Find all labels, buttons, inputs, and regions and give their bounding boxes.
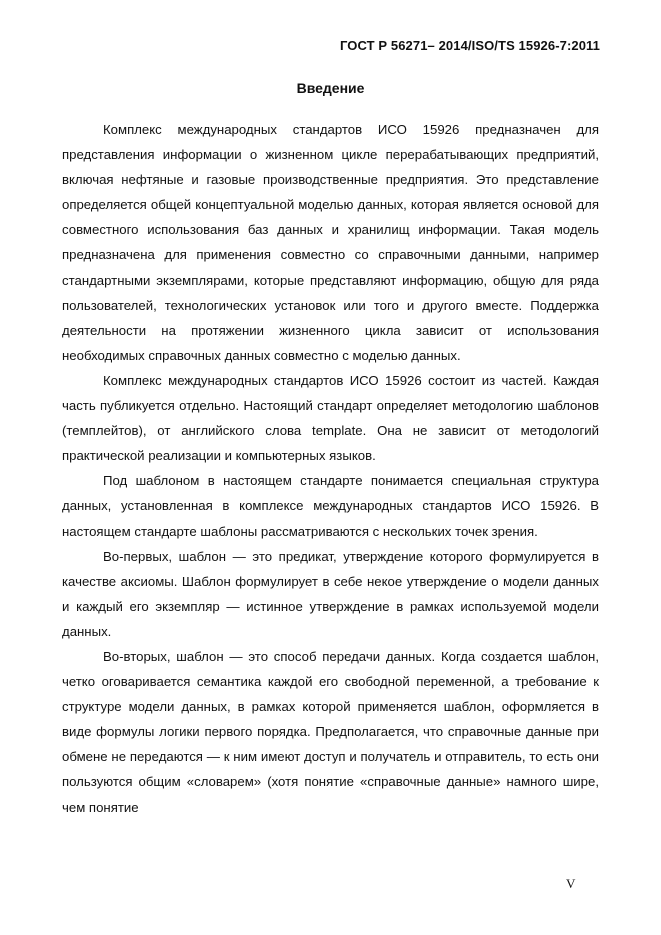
paragraph-1: Комплекс международных стандартов ИСО 15926 предназначен для представления информации о жизненном цикле перерабатывающих предприятий, включая нефтяные и газовые производственные предприятия. Это представление определяется общей концептуальной моделью данных, которая является основой для совместного использования баз данных и хранилищ информации. Такая модель предназначена для применения совместно со справочными данными, например стандартными экземплярами, которые представляют информацию, общую для ряда пользователей, технологических установок или того и другого вместе. Поддержка деятельности на протяжении жизненного цикла зависит от использования необходимых справочных данных совместно с моделью данных.: [62, 122, 599, 363]
page-number: V: [566, 876, 576, 891]
paragraph-5: Во-вторых, шаблон — это способ передачи данных. Когда создается шаблон, четко оговаривается семантика каждой его свободной переменной, а требование к структуре модели данных, в рамках которой применяется шаблон, оформляется в виде формулы логики первого порядка. Предполагается, что справочные данные при обмене не передаются — к ним имеют доступ и получатель и отправитель, то есть они пользуются общим «словарем» (хотя понятие «справочные данные» намного шире, чем понятие: [62, 648, 599, 815]
standard-code-header: ГОСТ Р 56271– 2014/ISO/TS 15926-7:2011: [339, 38, 600, 53]
paragraph-2: Комплекс международных стандартов ИСО 15926 состоит из частей. Каждая часть публикуется отдельно. Настоящий стандарт определяет методологию шаблонов (темплейтов), от английского слова template. Она не зависит от методологий практической реализации и компьютерных языков.: [62, 372, 599, 464]
body-text: [62, 117, 599, 820]
section-title: Введение: [296, 80, 365, 96]
paragraph-3: Под шаблоном в настоящем стандарте понимается специальная структура данных, установленная в комплексе международных стандартов ИСО 15926. В настоящем стандарте шаблоны рассматриваются с нескольких точек зрения.: [62, 473, 599, 539]
paragraph-4: Во-первых, шаблон — это предикат, утверждение которого формулируется в качестве аксиомы. Шаблон формулирует в себе некое утверждение о модели данных и каждый его экземпляр — истинное утверждение в рамках используемой модели данных.: [62, 548, 599, 639]
